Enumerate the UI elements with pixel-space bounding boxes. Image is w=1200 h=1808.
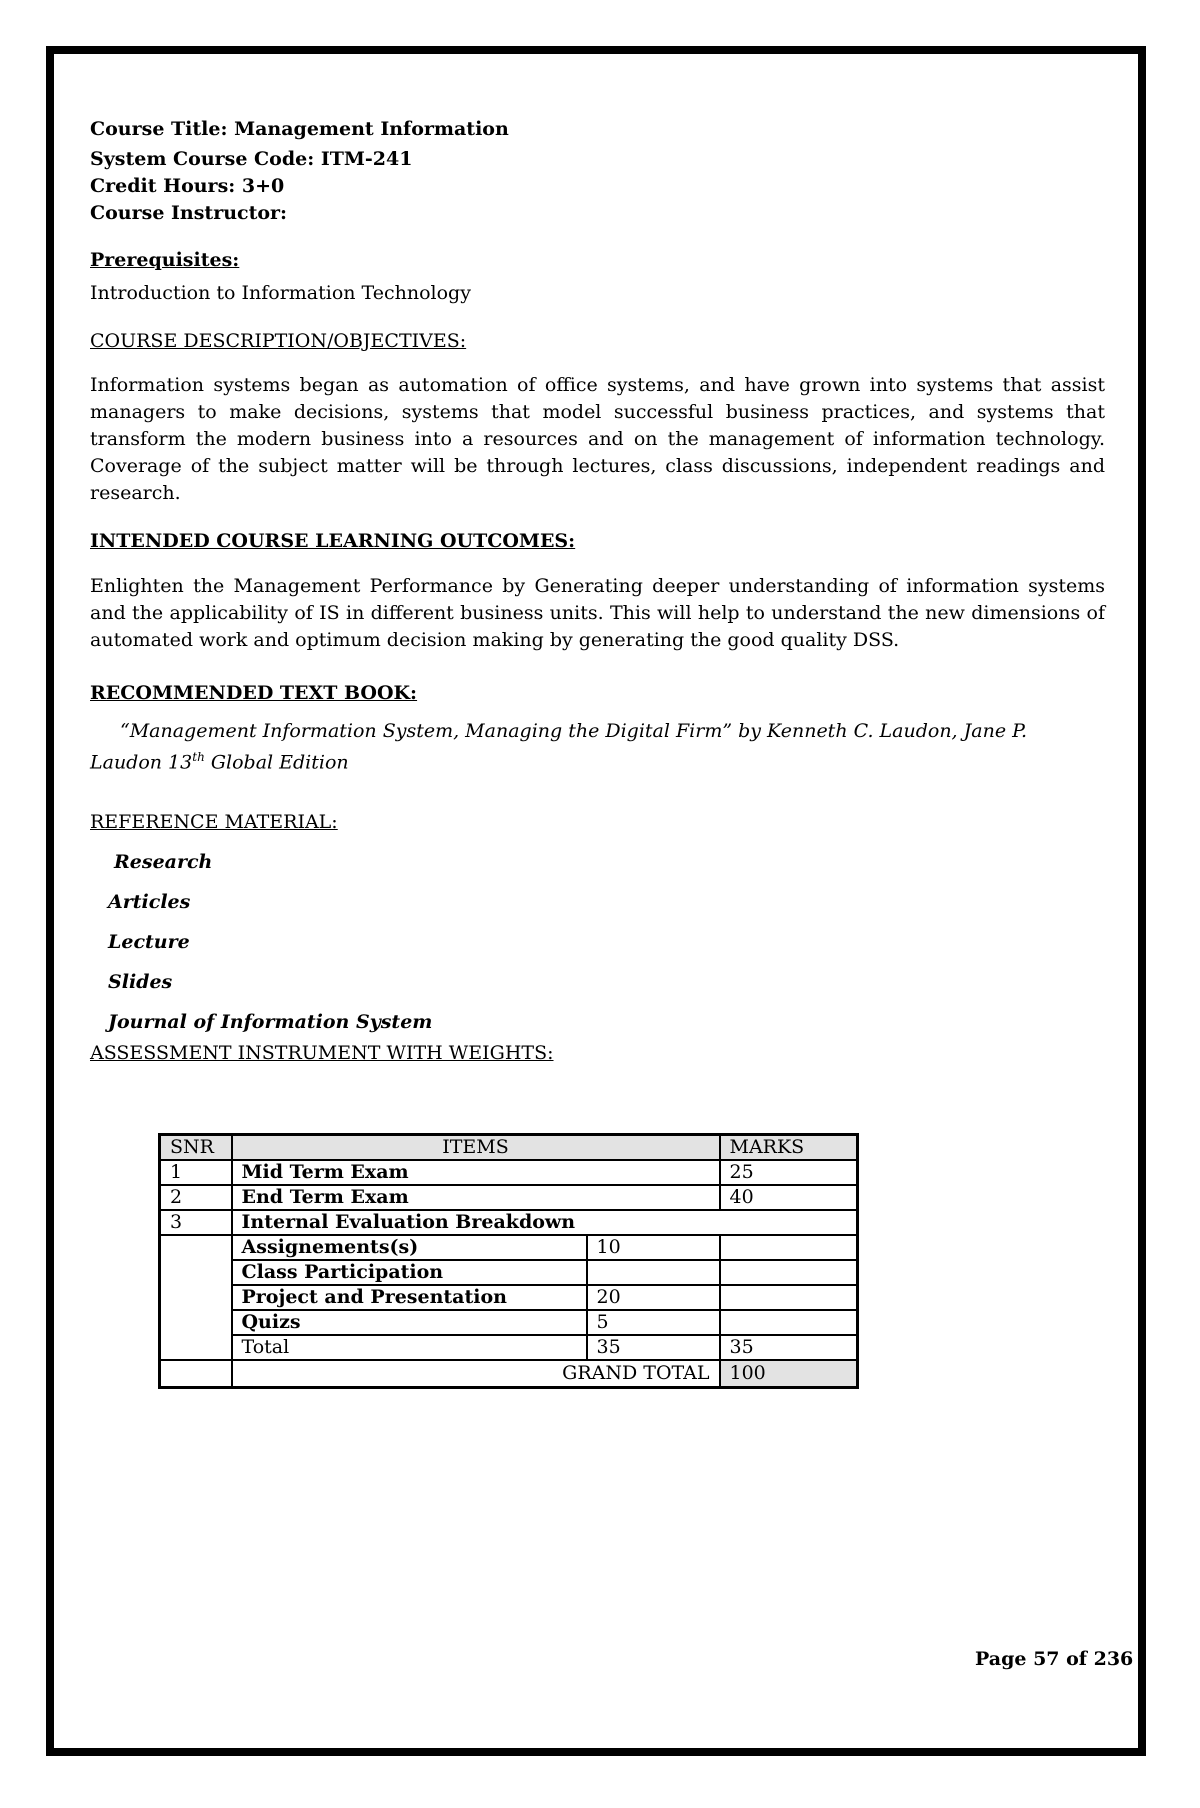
row-snr: 2: [160, 1185, 232, 1210]
document-body: [90, 116, 1105, 1064]
sub-weight: 10: [587, 1235, 720, 1260]
table-row: [160, 1210, 858, 1235]
textbook-citation-line1: “Management Information System, Managing the Digital Firm” by Kenneth C. Laudon, Jane P.: [120, 720, 1028, 742]
assessment-heading: ASSESSMENT INSTRUMENT WITH WEIGHTS:: [90, 1042, 554, 1065]
table-row: [160, 1160, 858, 1185]
sub-marks: [720, 1260, 858, 1285]
description-heading: COURSE DESCRIPTION/OBJECTIVES:: [90, 330, 467, 352]
table-row: [160, 1310, 858, 1335]
sub-marks: [720, 1310, 858, 1335]
reference-heading: REFERENCE MATERIAL:: [90, 811, 338, 834]
reference-item: Journal of Information System: [108, 1011, 433, 1034]
grand-total-label: GRAND TOTAL: [232, 1360, 720, 1388]
header-items: ITEMS: [232, 1135, 720, 1161]
outcomes-text: Enlighten the Management Performance by Generating deeper understanding of information systems and the applicability of IS in different business units. This will help to understand the new dimensions of automated work and optimum decision making by generating the good quality DSS.: [90, 575, 1105, 651]
row-marks: 40: [720, 1185, 858, 1210]
row-item: Internal Evaluation Breakdown: [232, 1210, 858, 1235]
row-snr: 1: [160, 1160, 232, 1185]
table-row: [160, 1235, 858, 1260]
table-row: [160, 1335, 858, 1360]
sub-weight: 5: [587, 1310, 720, 1335]
row-snr-empty: [160, 1235, 232, 1360]
sub-item: Quizs: [232, 1310, 587, 1335]
sub-marks: 35: [720, 1335, 858, 1360]
reference-item: Slides: [108, 971, 173, 994]
grand-total-row: [160, 1360, 858, 1388]
sub-weight: [587, 1260, 720, 1285]
sub-item: Project and Presentation: [232, 1285, 587, 1310]
row-item: End Term Exam: [232, 1185, 720, 1210]
grand-total-value: 100: [720, 1360, 858, 1388]
description-text: Information systems began as automation of office systems, and have grown into systems that assist managers to make decisions, systems that model successful business practices, and systems that transform the modern business into a resources and on the management of information technology. Coverage of the subject matter will be through lectures, class discussions, independent readings and research.: [90, 374, 1105, 504]
reference-item: Articles: [108, 891, 191, 914]
row-item: Mid Term Exam: [232, 1160, 720, 1185]
row-snr: 3: [160, 1210, 232, 1235]
header-snr: SNR: [160, 1135, 232, 1161]
table-row: [160, 1185, 858, 1210]
textbook-citation-line2: [90, 744, 1105, 775]
credit-hours: Credit Hours: 3+0: [90, 175, 285, 197]
page-number: Page 57 of 236: [975, 1648, 1134, 1670]
sub-weight: 20: [587, 1285, 720, 1310]
textbook-edition: Global Edition: [204, 751, 349, 774]
course-code: System Course Code: ITM-241: [90, 148, 413, 170]
textbook-heading: RECOMMENDED TEXT BOOK:: [90, 682, 418, 704]
textbook-edition-sup: th: [192, 750, 205, 764]
reference-item: Lecture: [108, 931, 190, 954]
sub-weight: 35: [587, 1335, 720, 1360]
sub-item: Total: [232, 1335, 587, 1360]
textbook-author: Laudon 13: [90, 751, 193, 774]
sub-item: Class Participation: [232, 1260, 587, 1285]
reference-item: Research: [114, 851, 213, 874]
sub-marks: [720, 1285, 858, 1310]
sub-marks: [720, 1235, 858, 1260]
reference-list: [90, 842, 1105, 1042]
prerequisites-text: Introduction to Information Technology: [90, 282, 471, 304]
sub-item: Assignements(s): [232, 1235, 587, 1260]
outcomes-heading: INTENDED COURSE LEARNING OUTCOMES:: [90, 530, 576, 552]
table-header-row: [160, 1135, 858, 1161]
course-title: Course Title: Management Information: [90, 118, 509, 140]
grand-total-snr-empty: [160, 1360, 232, 1388]
row-marks: 25: [720, 1160, 858, 1185]
course-instructor: Course Instructor:: [90, 202, 288, 224]
header-marks: MARKS: [720, 1135, 858, 1161]
table-row: [160, 1260, 858, 1285]
table-row: [160, 1285, 858, 1310]
prerequisites-heading: Prerequisites:: [90, 249, 240, 271]
assessment-table: [158, 1133, 859, 1389]
